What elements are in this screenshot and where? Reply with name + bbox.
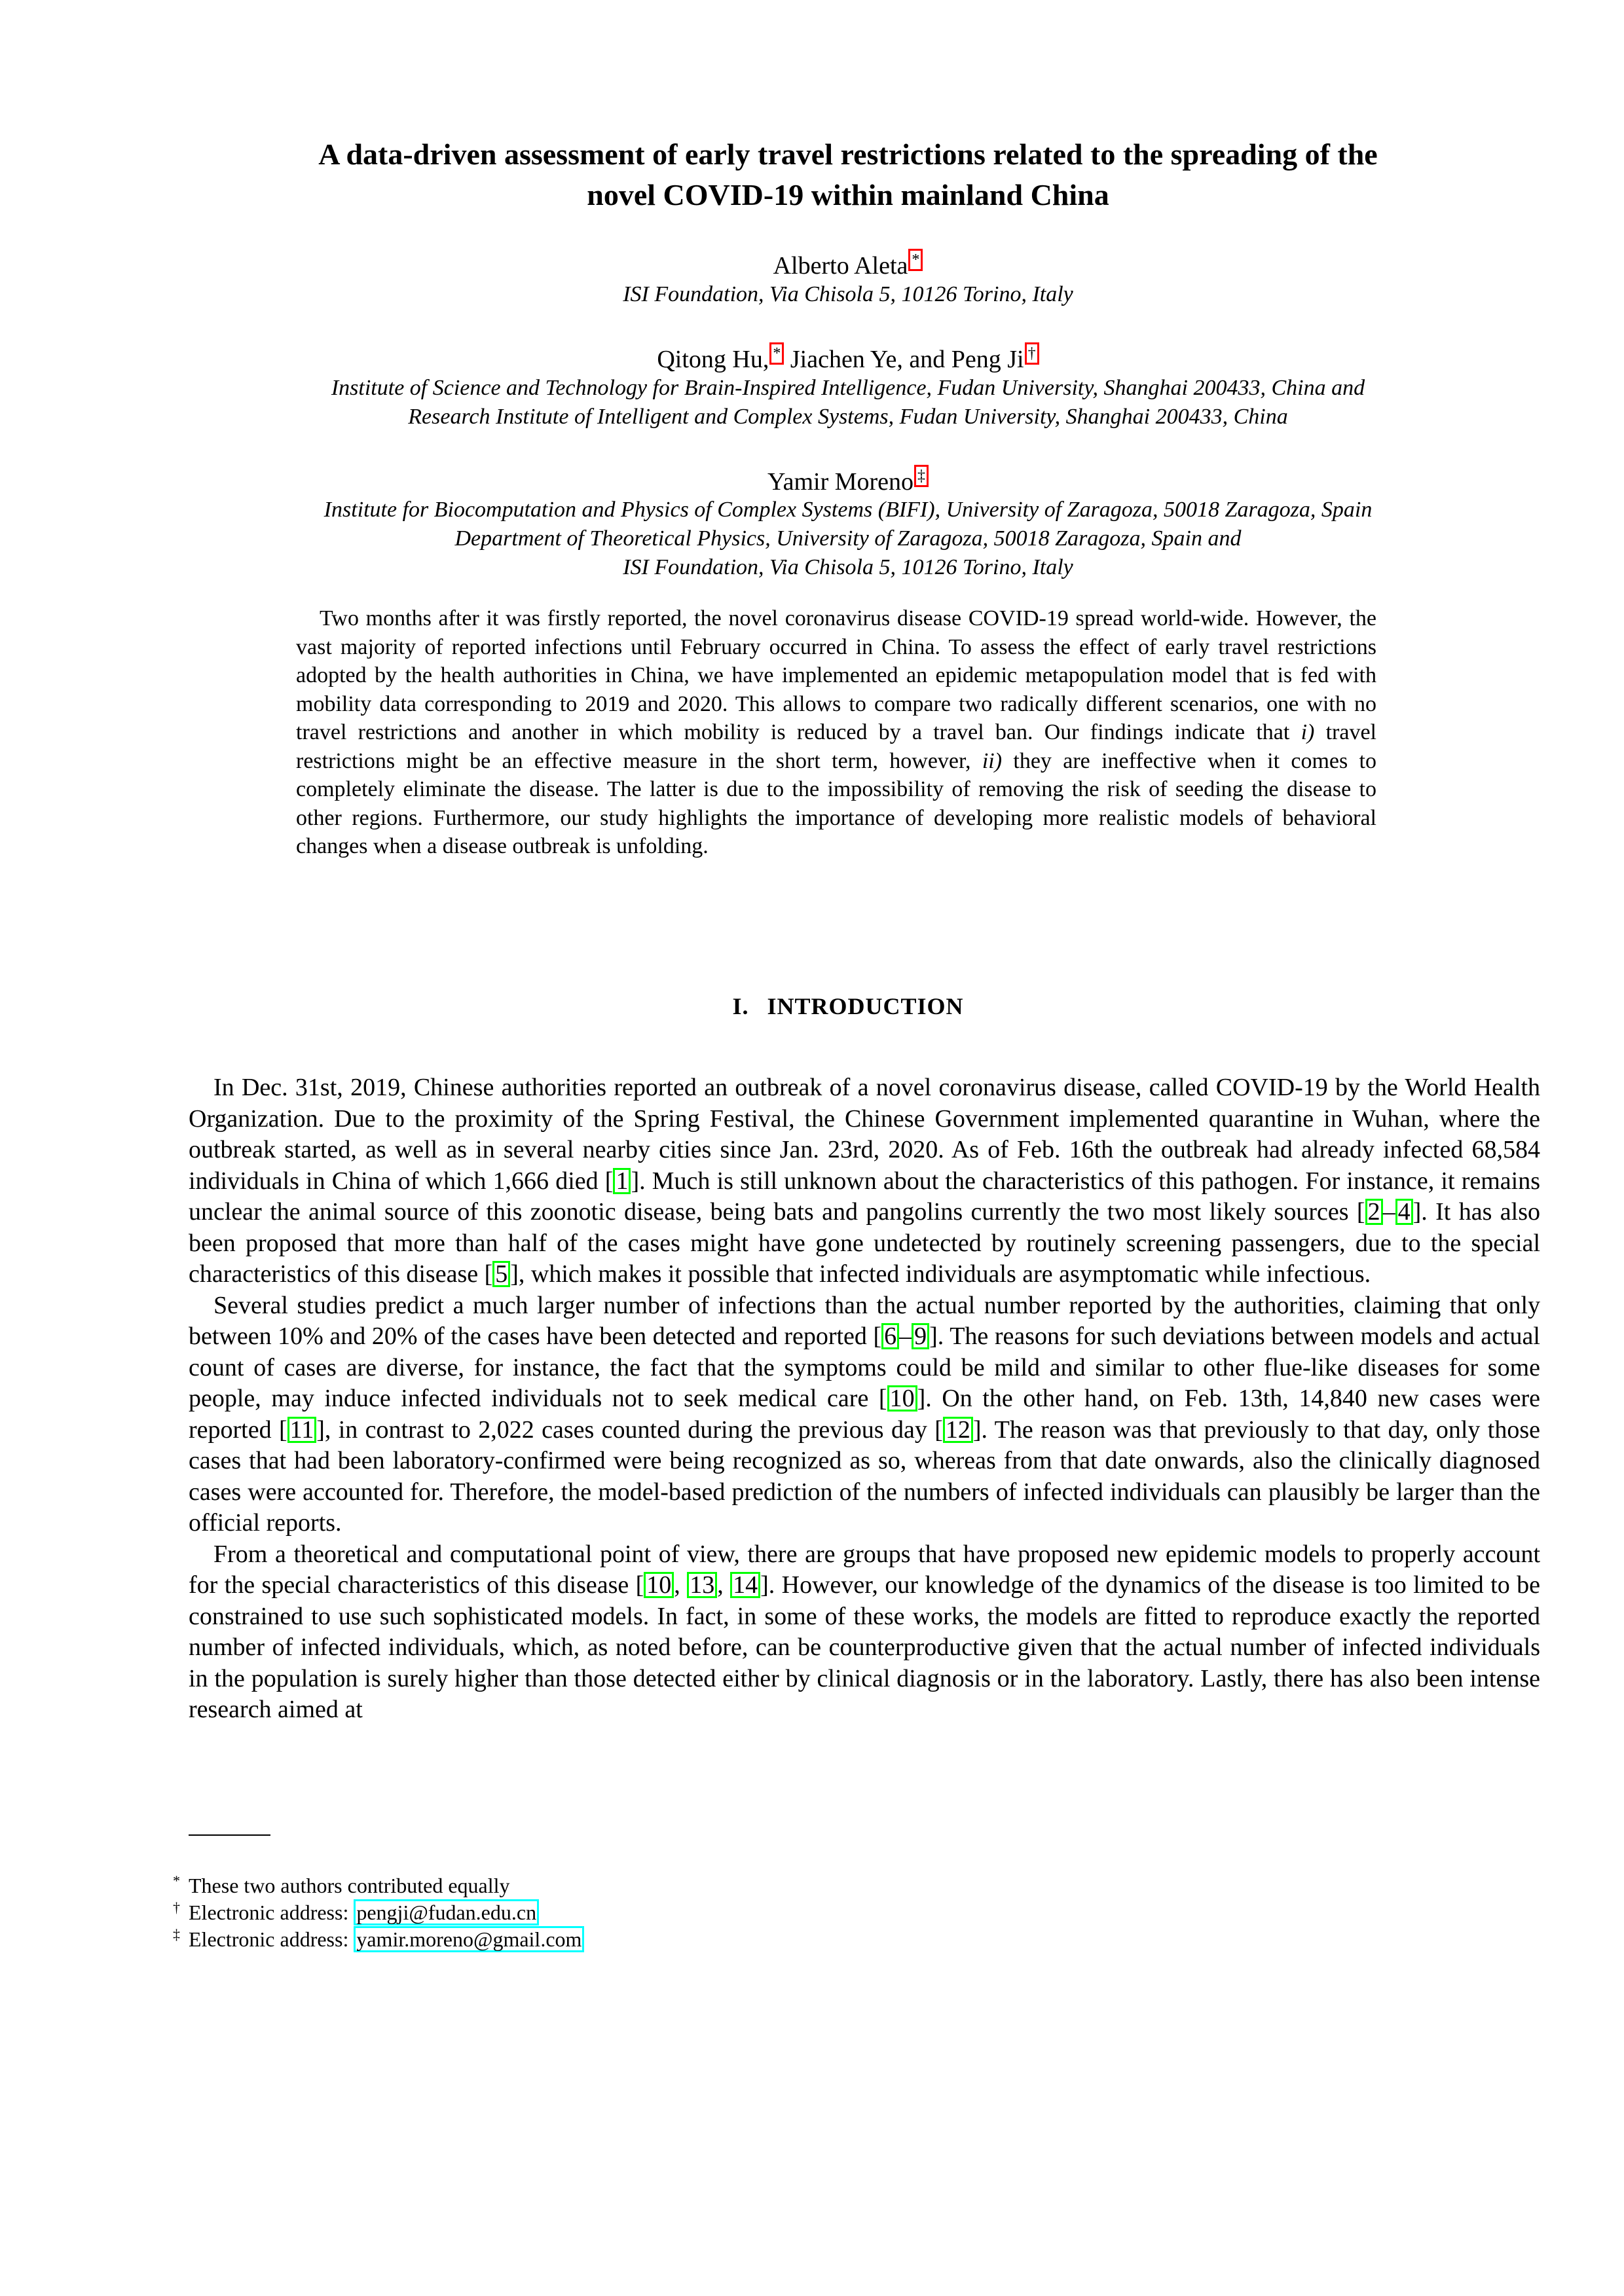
paragraph-text: ], in contrast to 2,022 cases counted during the previous day [ (316, 1415, 943, 1444)
affiliation-block-3 (157, 496, 1539, 582)
footnote-link-email-moreno[interactable]: ‡ (914, 465, 929, 487)
paragraph-text: ]. However, our knowledge of the dynamics of the disease is too limited to be constrained to use such sophisticated models. In fact, in some of these works, the models are fitted to reproduce exactly the reported number of infected individuals, which, as noted before, can be counterproductive given that the actual number of infected individuals in the population is surely higher than those detected either by clinical diagnosis or in the laboratory. Lastly, there has also been intense research aimed at (189, 1571, 1541, 1723)
citation-link[interactable]: 5 (492, 1261, 510, 1287)
citation-link[interactable]: 1 (613, 1168, 631, 1194)
paragraph-text: ]. The reasons for such deviations between models and actual count of cases are diverse, for instance, the fact that the symptoms could be mild and similar to other flue-like diseases for some people, may induce infected individuals not to seek medical care [ (189, 1322, 1540, 1412)
citation-separator: – (1382, 1198, 1395, 1226)
affiliation-line: Institute of Science and Technology for Brain-Inspired Intelligence, Fudan University, Shanghai 200433, China and (331, 376, 1365, 400)
footnote-symbol: † (173, 1899, 180, 1916)
citation-separator: , (674, 1571, 688, 1599)
paper-title (157, 134, 1539, 215)
paragraph-text: In Dec. 31st, 2019, Chinese authorities reported an outbreak of a novel coronavirus disease, called COVID-19 by the World Health Organization. Due to the proximity of the Spring Festival, the Chinese Government implemented quarantine in Wuhan, where the outbreak started, as well as in several nearby cities since Jan. 23rd, 2020. As of Feb. 16th the outbreak had already infected 68,584 individuals in China of which 1,666 died [ (189, 1074, 1540, 1195)
citation-separator: , (717, 1571, 731, 1599)
abstract-text: they are ineffective when it comes to completely eliminate the disease. The latter is due to the impossibility of removing the risk of seeding the disease to other regions. Furthermore, our study highlights the importance of developing more realistic models of behavioral changes when a disease outbreak is unfolding. (296, 748, 1377, 858)
citation-link[interactable]: 6 (881, 1323, 899, 1349)
affiliation-block-1 (157, 280, 1539, 309)
paragraph-2 (189, 1290, 1540, 1539)
paragraph-text: From a theoretical and computational point of view, there are groups that have proposed new epidemic models to properly account for the special characteristics of this disease [ (189, 1540, 1540, 1599)
affiliation-line: Department of Theoretical Physics, University of Zaragoza, 50018 Zaragoza, Spain and (454, 526, 1242, 551)
footnote-equal-contribution (173, 1872, 1171, 1899)
citation-separator: – (899, 1322, 912, 1350)
citation-link[interactable]: 2 (1365, 1199, 1383, 1225)
author-names: Yamir Moreno (767, 468, 914, 496)
paragraph-text: ]. The reason was that previously to that day, only those cases that had been laboratory-confirmed were being recognized as so, whereas from that date onwards, also the clinically diagnosed cases were accounted for. Therefore, the model-based prediction of the numbers of infected individuals can plausibly be larger than the official reports. (189, 1415, 1540, 1537)
paragraph-text: ], which makes it possible that infected individuals are asymptomatic while infectious. (510, 1260, 1371, 1288)
abstract (296, 604, 1376, 861)
footnote-link-equal-contribution[interactable]: * (769, 342, 784, 365)
footnote-text: These two authors contributed equally (189, 1874, 510, 1897)
footnote-text: Electronic address: (189, 1927, 354, 1951)
citation-link[interactable]: 11 (287, 1417, 317, 1443)
affiliation-line: ISI Foundation, Via Chisola 5, 10126 Torino, Italy (623, 555, 1073, 579)
abstract-enumeration: ii) (982, 748, 1003, 773)
footnote-email-moreno (173, 1926, 1171, 1953)
footnote-text: Electronic address: (189, 1901, 354, 1924)
footnote-link-email-pengji[interactable]: † (1025, 342, 1039, 365)
section-heading (157, 992, 1539, 1021)
paragraph-3 (189, 1539, 1540, 1726)
citation-link[interactable]: 4 (1395, 1199, 1413, 1225)
footnote-divider (189, 1834, 270, 1836)
email-link[interactable]: pengji@fudan.edu.cn (354, 1899, 539, 1925)
citation-link[interactable]: 9 (912, 1323, 929, 1349)
abstract-text: Two months after it was firstly reported, the novel coronavirus disease COVID-19 spread world-wide. However, the vast majority of reported infections until February occurred in China. To assess the effect of early travel restrictions adopted by the health authorities in China, we have implemented an epidemic metapopulation model that is fed with mobility data corresponding to 2019 and 2020. This allows to compare two radically different scenarios, one with no travel restrictions and another in which mobility is reduced by a travel ban. Our findings indicate that (296, 606, 1376, 744)
citation-link[interactable]: 10 (887, 1385, 917, 1412)
affiliation-line: ISI Foundation, Via Chisola 5, 10126 Torino, Italy (623, 282, 1073, 306)
footnote-symbol: * (173, 1872, 180, 1889)
introduction-body (189, 1072, 1540, 1726)
footnote-email-pengji (173, 1899, 1171, 1926)
citation-link[interactable]: 14 (730, 1572, 760, 1598)
paragraph-text: ]. On the other hand, on Feb. 13th, 14,840 new cases were reported [ (189, 1385, 1540, 1444)
author-names: Qitong Hu, (657, 346, 769, 373)
paragraph-text: ]. It has also been proposed that more than half of the cases might have gone undetected by routinely screening passengers, due to the special characteristics of this disease [ (189, 1198, 1540, 1288)
email-link[interactable]: yamir.moreno@gmail.com (354, 1926, 584, 1952)
section-title: INTRODUCTION (767, 993, 964, 1019)
author-line-1 (157, 249, 1539, 280)
author-names: Jiachen Ye, and Peng Ji (784, 346, 1024, 373)
affiliation-line: Institute for Biocomputation and Physics of Complex Systems (BIFI), University of Zaragoza, 50018 Zaragoza, Spain (323, 498, 1373, 522)
affiliation-block-2 (157, 374, 1539, 431)
author-line-3 (157, 465, 1539, 496)
paragraph-text: ]. Much is still unknown about the characteristics of this pathogen. For instance, it remains unclear the animal source of this zoonotic disease, being bats and pangolins currently the two most likely sources [ (189, 1167, 1540, 1226)
footnotes (173, 1872, 1171, 1953)
footnote-link-equal-contribution[interactable]: * (908, 249, 923, 271)
section-number: I. (732, 993, 749, 1019)
citation-link[interactable]: 10 (644, 1572, 674, 1598)
abstract-text: travel restrictions might be an effective measure in the short term, however, (296, 720, 1376, 773)
author-line-2 (157, 342, 1539, 374)
paragraph-1 (189, 1072, 1540, 1290)
author-names: Alberto Aleta (773, 252, 908, 280)
citation-link[interactable]: 13 (687, 1572, 717, 1598)
title-line-2: novel COVID-19 within mainland China (587, 178, 1109, 211)
citation-link[interactable]: 12 (943, 1417, 973, 1443)
affiliation-line: Research Institute of Intelligent and Complex Systems, Fudan University, Shanghai 200433, China (408, 405, 1288, 429)
paragraph-text: Several studies predict a much larger number of infections than the actual number reported by the authorities, claiming that only between 10% and 20% of the cases have been detected and reported [ (189, 1291, 1540, 1350)
title-line-1: A data-driven assessment of early travel restrictions related to the spreading of the (318, 137, 1378, 171)
footnote-symbol: ‡ (173, 1926, 180, 1942)
abstract-enumeration: i) (1301, 720, 1315, 744)
